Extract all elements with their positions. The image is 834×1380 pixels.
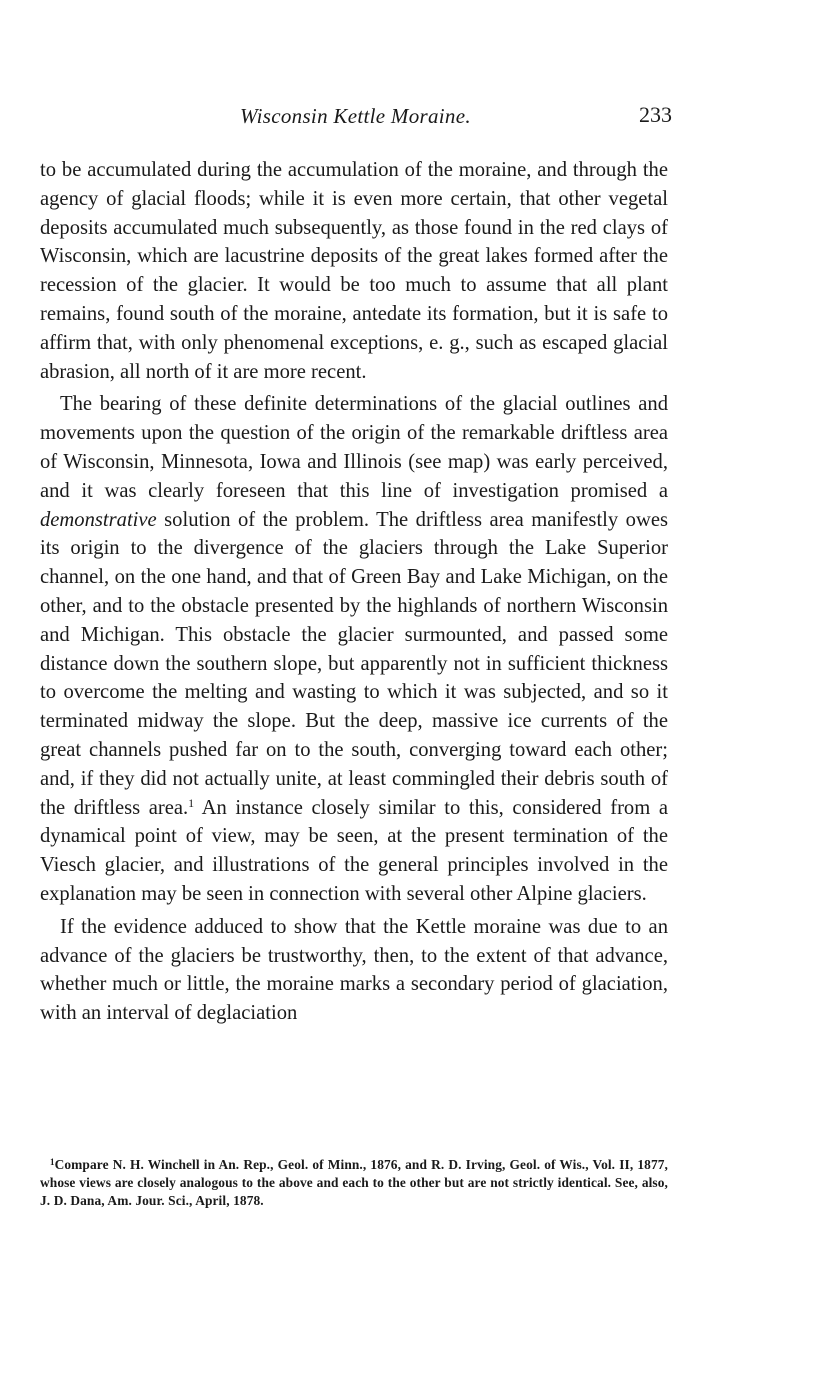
- running-title: Wisconsin Kettle Moraine.: [240, 104, 471, 128]
- page-number: 233: [639, 102, 672, 127]
- paragraph-2-part-c: An instance closely similar to this, considered from a dynamical point of view, may be seen, at the present termination of the Viesch glacier, and illustrations of the general principles involved in the explanation may be seen in connection with several other Alpine glaciers.: [40, 796, 668, 905]
- paragraph-2-part-b: solution of the problem. The driftless area manifestly owes its origin to the divergence of the glaciers through the Lake Superior channel, on the one hand, and that of Green Bay and Lake Michigan, on the other, and to the obstacle presented by the highlands of northern Wisconsin and Michigan. This obstacle the glacier surmounted, and passed some distance down the southern slope, but apparently not in sufficient thickness to overcome the melting and wasting to which it was subjected, and so it terminated midway the slope. But the deep, massive ice currents of the great channels pushed far on to the south, converging toward each other; and, if they did not actually unite, at least commingled their debris south of the driftless area.: [40, 508, 668, 819]
- footnote-reference: 1: [188, 795, 195, 810]
- paragraph-3: If the evidence adduced to show that the Kettle moraine was due to an advance of the glaciers be trustworthy, then, to the extent of that advance, whether much or little, the moraine marks a secondary period of glaciation, with an interval of deglaciation: [40, 915, 668, 1025]
- body-text: [40, 156, 668, 1028]
- paragraph-2-part-a: The bearing of these definite determinations of the glacial outlines and movements upon the question of the origin of the remarkable driftless area of Wisconsin, Minnesota, Iowa and Illinois (see map) was early perceived, and it was clearly foreseen that this line of investigation promised a: [40, 393, 668, 502]
- paragraph-1: to be accumulated during the accumulation of the moraine, and through the agency of glacial floods; while it is even more certain, that other vegetal deposits accumulated much subsequently, as those found in the red clays of Wisconsin, which are lacustrine deposits of the great lakes formed after the recession of the glacier. It would be too much to assume that all plant remains, found south of the moraine, antedate its formation, but it is safe to affirm that, with only phenomenal exceptions, e. g., such as escaped glacial abrasion, all north of it are more recent.: [40, 159, 668, 383]
- emphasis-demonstrative: demonstrative: [40, 508, 157, 531]
- footnote-marker: 1: [50, 1157, 55, 1167]
- paragraph-2: [40, 390, 668, 908]
- footnote-text: Compare N. H. Winchell in An. Rep., Geol. of Minn., 1876, and R. D. Irving, Geol. of Wis., Vol. II, 1877, whose views are closely analogous to the above and each to the other but are not strictly identical. See, also, J. D. Dana, Am. Jour. Sci., April, 1878.: [40, 1157, 668, 1208]
- running-head: [40, 100, 672, 132]
- footnote: [40, 1156, 668, 1210]
